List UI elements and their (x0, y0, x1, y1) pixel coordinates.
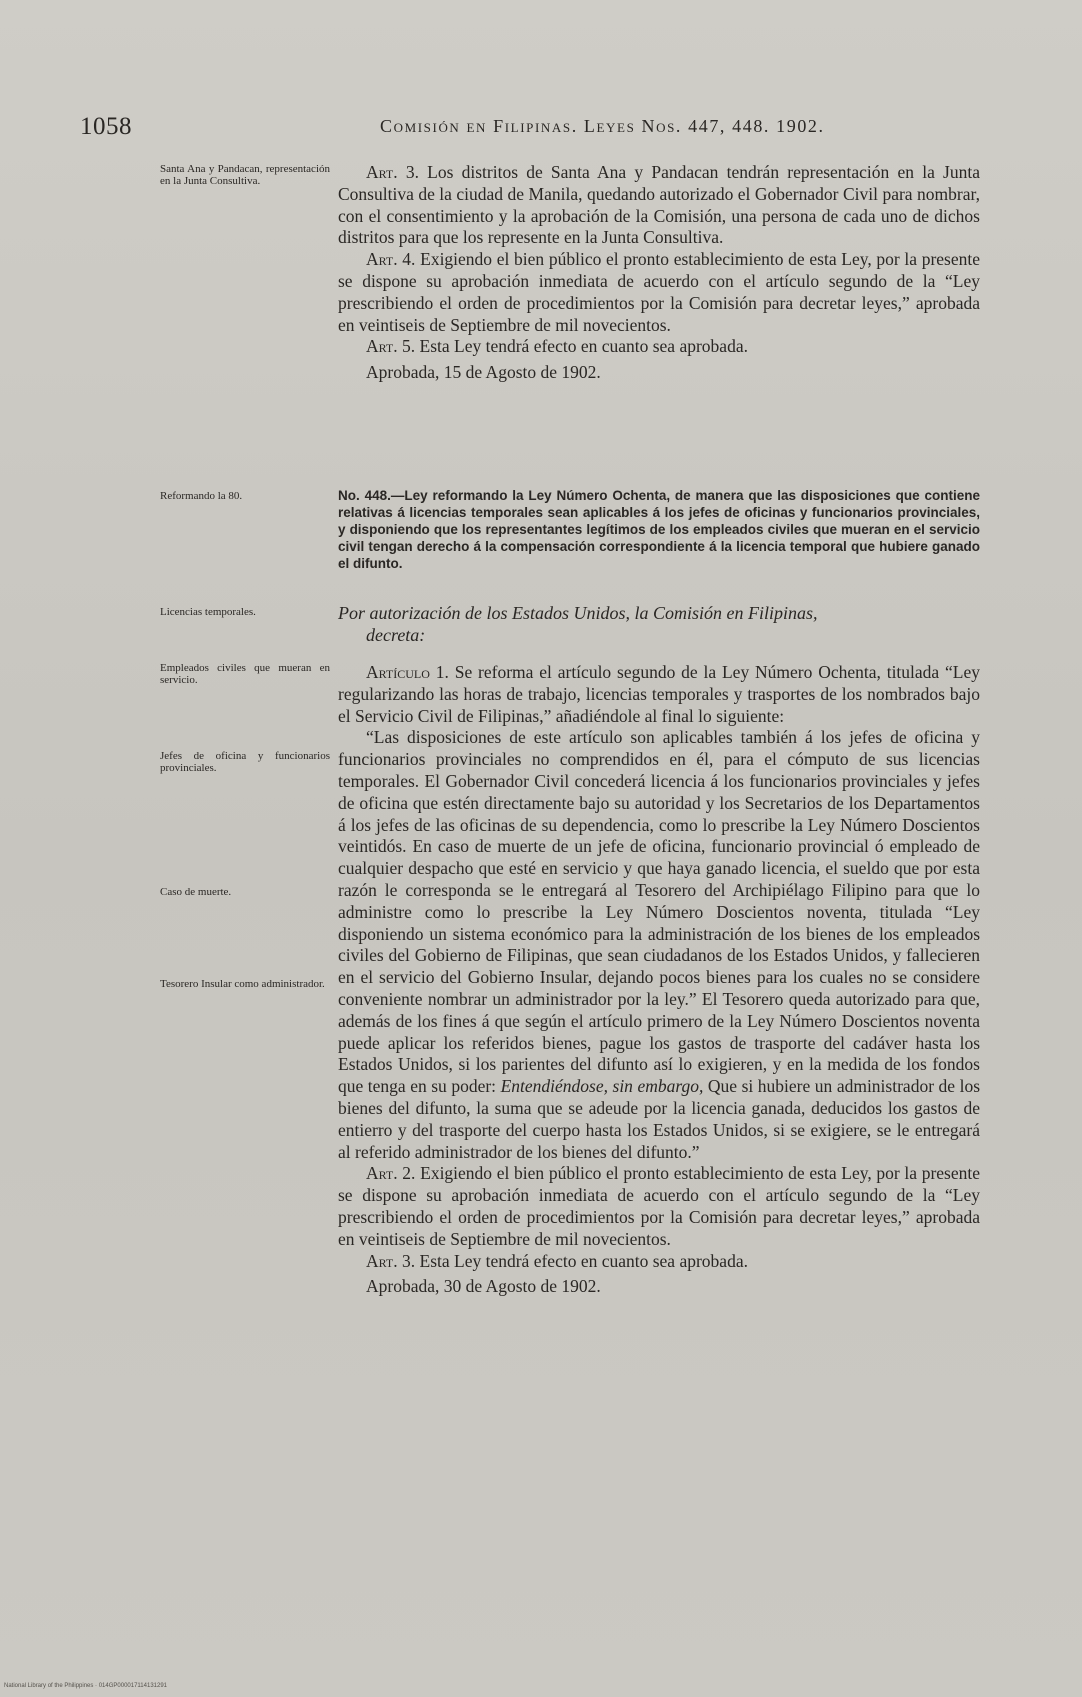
page-number: 1058 (80, 113, 132, 140)
quoted-paragraph (338, 727, 980, 1163)
decree-line: Por autorización de los Estados Unidos, la Comisión en Filipinas, (338, 603, 818, 623)
article-text: Se reforma el artículo segundo de la Ley Número Ochenta, titulada “Ley regularizando las horas de trabajo, licencias temporales y trasportes de los nombrados bajo el Servicio Civil de Filipinas,” añadiéndole al final lo siguiente: (338, 662, 980, 726)
article-label: Art. 5. (366, 336, 416, 357)
proviso-italic: Entendiéndose, sin embargo, (500, 1076, 704, 1097)
article-text: Esta Ley tendrá efecto en cuanto sea aprobada. (419, 1250, 748, 1271)
quoted-text: Que si hubiere un administrador de los bienes del difunto, la suma que se adeude por la licencia ganada, deducidos los gastos de entierro y del trasporte del cuerpo hasta los Estados Unidos, si se exigiere, se le entregará al referido administrador de los bienes del difunto.” (338, 1076, 981, 1162)
article-label: Artículo 1. (366, 662, 449, 682)
article-text: Esta Ley tendrá efecto en cuanto sea aprobada. (419, 336, 748, 357)
margin-note-empleados: Empleados civiles que mueran en servicio. (160, 662, 330, 686)
decree-formula (338, 602, 980, 646)
margin-note-caso-muerte: Caso de muerte. (160, 886, 232, 898)
article-paragraph (338, 1163, 980, 1250)
decree-line: decreta: (366, 625, 426, 645)
running-head: Comisión en Filipinas. Leyes Nos. 447, 448. 1902. (380, 116, 825, 136)
article-paragraph (338, 249, 980, 336)
margin-note-licencias: Licencias temporales. (160, 606, 256, 618)
law-448-title: No. 448.—Ley reformando la Ley Número Ochenta, de manera que las disposiciones que contiene relativas á licencias temporales sean aplicables á los jefes de oficinas y funcionarios provinciales, y disponiendo que los representantes legítimos de los empleados civiles que mueran en el servicio civil tengan derecho á la compensación correspondiente á la licencia temporal que hubiere ganado el difunto. (338, 488, 980, 571)
article-text: Los distritos de Santa Ana y Pandacan tendrán representación en la Junta Consultiva de la ciudad de Manila, quedando autorizado el Gobernador Civil para nombrar, con el consentimiento y la aprobación de la Comisión, una persona de cada uno de dichos distritos para que los represente en la Junta Consultiva. (338, 162, 980, 248)
article-label: Art. 3. (366, 162, 419, 182)
margin-note-jefes: Jefes de oficina y funcionarios provinciales. (160, 750, 330, 774)
article-paragraph (338, 662, 980, 727)
margin-note-tesorero: Tesorero Insular como administrador. (160, 978, 325, 990)
law-448-section (338, 662, 980, 1298)
article-paragraph (338, 336, 980, 358)
margin-note-santa-ana: Santa Ana y Pandacan, representación en la Junta Consultiva. (160, 163, 330, 187)
scan-footer: National Library of the Philippines · 014GP000017114131291 (4, 1683, 168, 1689)
article-label: Art. 3. (366, 1250, 416, 1271)
margin-note-reformando: Reformando la 80. (160, 490, 243, 502)
article-paragraph (338, 162, 980, 249)
article-paragraph (338, 1251, 980, 1273)
quoted-text: “Las disposiciones de este artículo son aplicables también á los jefes de oficina y funcionarios provinciales no comprendidos en él, para el cómputo de sus licencias temporales. El Gobernador Civil concederá licencia á los funcionarios provinciales y jefes de oficina que estén directamente bajo su autoridad y los Secretarios de los Departamentos á los jefes de las oficinas de su dependencia, como lo prescribe la Ley Número Doscientos veintidós. En caso de muerte de un jefe de oficina, funcionario provincial ó empleado de cualquier despacho que esté en servicio y que haya ganado licencia, el sueldo que por esta razón le corresponda se le entregará al Tesorero del Archipiélago Filipino para que lo administre como lo prescribe la Ley Número Doscientos noventa, titulada “Ley disponiendo un sistema económico para la administración de los bienes de los empleados civiles del Gobierno de Filipinas, que sean ciudadanos de los Estados Unidos, y fallecieren en el servicio del Gobierno Insular, dejando pocos bienes para los cuales no se considere conveniente nombrar un administrador por la ley.” El Tesorero queda autorizado para que, además de los fines á que según el artículo primero de la Ley Número Doscientos noventa puede aplicar los referidos bienes, pague los gastos de trasporte del cadáver hasta los Estados Unidos, si los parientes del difunto así lo exigieren, y en la medida de los fondos que tenga en su poder: (338, 727, 980, 1097)
law-447-section (338, 162, 980, 384)
page-header (80, 113, 960, 143)
approval-date: Aprobada, 15 de Agosto de 1902. (366, 362, 601, 383)
article-label: Art. 4. (366, 249, 416, 270)
article-text: Exigiendo el bien público el pronto establecimiento de esta Ley, por la presente se dispone su aprobación inmediata de acuerdo con el artículo segundo de la “Ley prescribiendo el orden de procedimientos por la Comisión para decretar leyes,” aprobada en veintiseis de Septiembre de mil novecientos. (338, 249, 981, 335)
approval-date: Aprobada, 30 de Agosto de 1902. (366, 1276, 601, 1297)
article-label: Art. 2. (366, 1163, 416, 1184)
article-text: Exigiendo el bien público el pronto establecimiento de esta Ley, por la presente se dispone su aprobación inmediata de acuerdo con el artículo segundo de la “Ley prescribiendo el orden de procedimientos por la Comisión para decretar leyes,” aprobada en veintiseis de Septiembre de mil novecientos. (338, 1163, 981, 1249)
